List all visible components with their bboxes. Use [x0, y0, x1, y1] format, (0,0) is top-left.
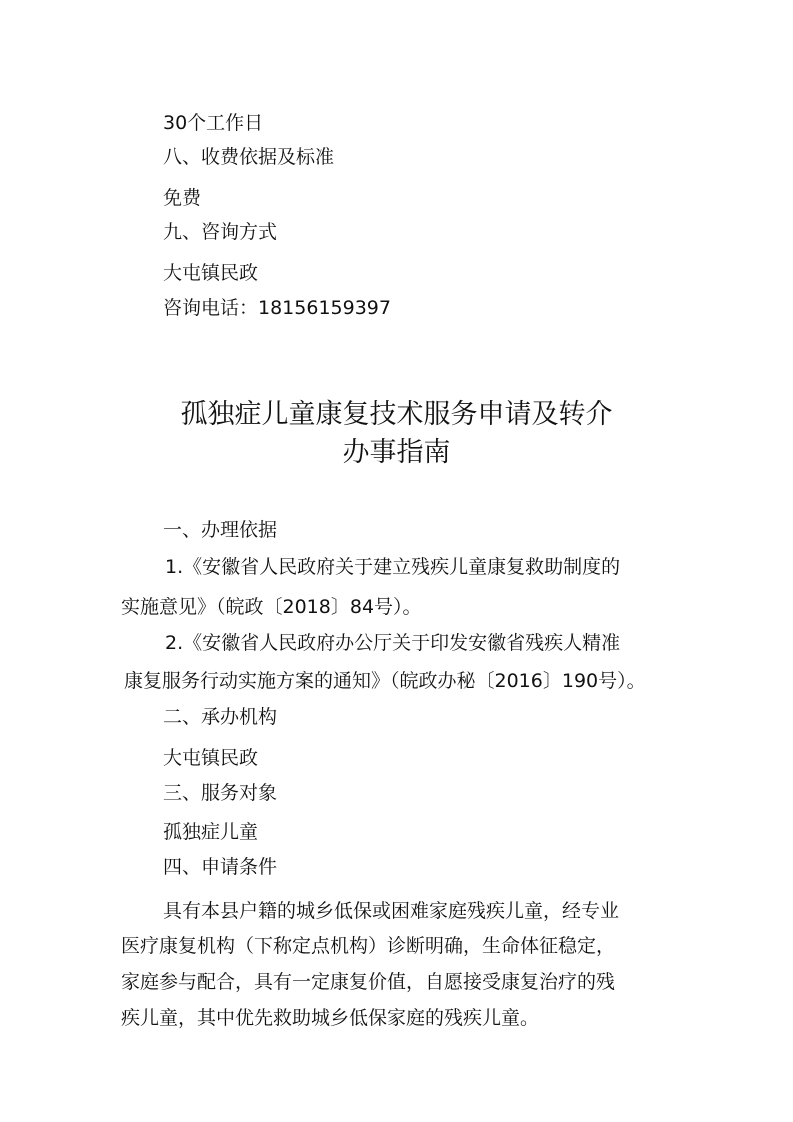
- processing-time-value: 30个工作日: [163, 112, 264, 134]
- condition-line1: 具有本县户籍的城乡低保或困难家庭残疾儿童，经专业: [163, 900, 620, 922]
- guide-title-line2: 办事指南: [342, 437, 451, 468]
- basis-item2-line2: 康复服务行动实施方案的通知》（皖政办秘〔2016〕190号）。: [124, 670, 646, 692]
- guide-title-line1: 孤独症儿童康复技术服务申请及转介: [180, 399, 613, 430]
- condition-line4: 疾儿童，其中优先救助城乡低保家庭的残疾儿童。: [121, 1007, 540, 1029]
- condition-heading: 四、申请条件: [163, 856, 278, 878]
- condition-line2: 医疗康复机构（下称定点机构）诊断明确，生命体征稳定，: [121, 935, 616, 957]
- basis-heading: 一、办理依据: [163, 519, 278, 541]
- contact-phone: 咨询电话：18156159397: [163, 297, 391, 319]
- basis-item1-line2: 实施意见》（皖政〔2018〕84号）。: [121, 596, 422, 618]
- basis-item2-line1: 2.《安徽省人民政府办公厅关于印发安徽省残疾人精准: [165, 632, 621, 654]
- agency-value: 大屯镇民政: [163, 747, 259, 769]
- fee-value: 免费: [163, 187, 202, 209]
- agency-heading: 二、承办机构: [163, 706, 278, 728]
- fee-heading: 八、收费依据及标准: [163, 146, 335, 168]
- target-heading: 三、服务对象: [163, 782, 278, 804]
- target-value: 孤独症儿童: [163, 821, 259, 843]
- condition-line3: 家庭参与配合，具有一定康复价值，自愿接受康复治疗的残: [121, 971, 616, 993]
- basis-item1-line1: 1.《安徽省人民政府关于建立残疾儿童康复救助制度的: [165, 556, 621, 578]
- contact-heading: 九、咨询方式: [163, 221, 278, 243]
- contact-org: 大屯镇民政: [163, 262, 259, 284]
